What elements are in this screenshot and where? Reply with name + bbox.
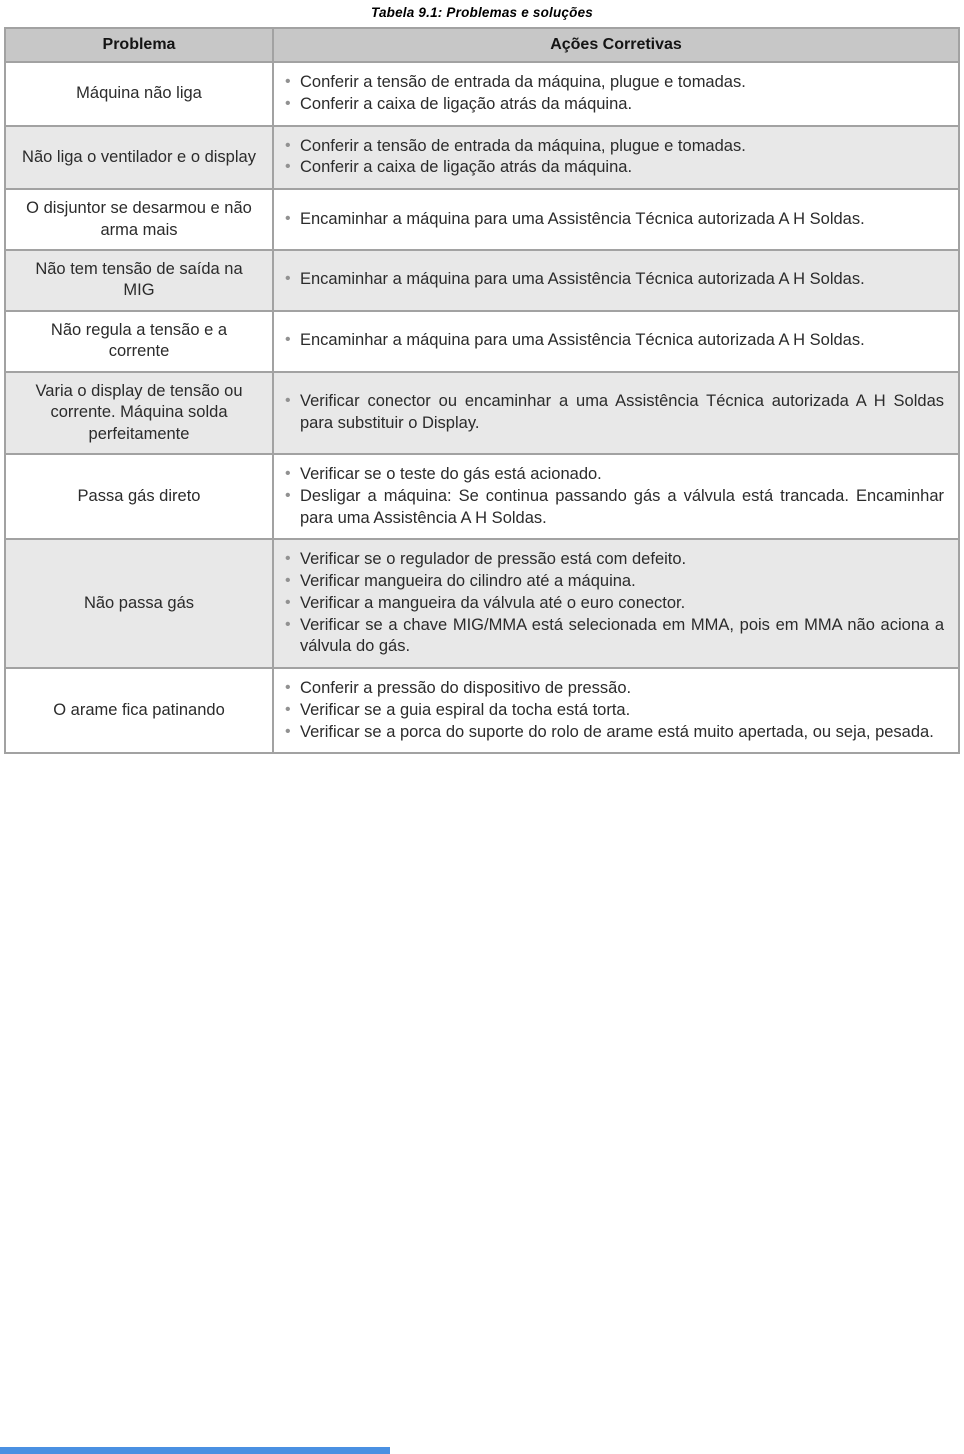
actions-cell [273, 372, 959, 454]
problem-cell: O arame fica patinando [5, 668, 273, 753]
action-item: • Conferir a tensão de entrada da máquina, plugue e tomadas. [282, 136, 944, 158]
action-item: • Verificar se a porca do suporte do rolo de arame está muito apertada, ou seja, pesada. [282, 722, 944, 744]
problem-cell: Não liga o ventilador e o display [5, 126, 273, 190]
problem-cell: Varia o display de tensão ou corrente. Máquina solda perfeitamente [5, 372, 273, 454]
table-caption: Tabela 9.1: Problemas e soluções [371, 5, 593, 20]
table-row [5, 189, 959, 250]
action-item: • Verificar se a guia espiral da tocha está torta. [282, 700, 944, 722]
action-item: • Conferir a pressão do dispositivo de pressão. [282, 678, 944, 700]
actions-cell [273, 539, 959, 668]
problems-solutions-table [4, 27, 960, 754]
action-item: • Conferir a caixa de ligação atrás da máquina. [282, 94, 944, 116]
action-item: • Conferir a tensão de entrada da máquina, plugue e tomadas. [282, 72, 944, 94]
action-item: • Verificar mangueira do cilindro até a máquina. [282, 571, 944, 593]
problem-cell: Não passa gás [5, 539, 273, 668]
column-header-acoes-corretivas: Ações Corretivas [273, 28, 959, 62]
actions-list [282, 549, 944, 658]
action-item: • Verificar se o regulador de pressão está com defeito. [282, 549, 944, 571]
action-item: • Desligar a máquina: Se continua passando gás a válvula está trancada. Encaminhar para uma Assistência A H Soldas. [282, 486, 944, 530]
header-row [5, 28, 959, 62]
problem-cell: Não tem tensão de saída na MIG [5, 250, 273, 311]
table-row [5, 539, 959, 668]
action-item: • Verificar a mangueira da válvula até o euro conector. [282, 593, 944, 615]
actions-list [282, 209, 944, 231]
table-row [5, 126, 959, 190]
table-row [5, 311, 959, 372]
problem-cell: Passa gás direto [5, 454, 273, 539]
table-row [5, 250, 959, 311]
action-item: • Conferir a caixa de ligação atrás da máquina. [282, 157, 944, 179]
action-item: • Encaminhar a máquina para uma Assistência Técnica autorizada A H Soldas. [282, 209, 944, 231]
action-item: • Verificar se o teste do gás está acionado. [282, 464, 944, 486]
problem-cell: Máquina não liga [5, 62, 273, 126]
actions-list [282, 391, 944, 435]
actions-cell [273, 311, 959, 372]
actions-cell [273, 250, 959, 311]
bottom-blue-bar [0, 1447, 390, 1454]
action-item: • Verificar se a chave MIG/MMA está selecionada em MMA, pois em MMA não aciona a válvula do gás. [282, 615, 944, 659]
actions-list [282, 72, 944, 116]
action-item: • Verificar conector ou encaminhar a uma Assistência Técnica autorizada A H Soldas para substituir o Display. [282, 391, 944, 435]
actions-cell [273, 454, 959, 539]
actions-cell [273, 126, 959, 190]
column-header-problema: Problema [5, 28, 273, 62]
table-body [5, 62, 959, 753]
actions-cell [273, 189, 959, 250]
actions-list [282, 330, 944, 352]
table-row [5, 454, 959, 539]
action-item: • Encaminhar a máquina para uma Assistência Técnica autorizada A H Soldas. [282, 269, 944, 291]
table-row [5, 668, 959, 753]
actions-list [282, 678, 944, 743]
actions-list [282, 136, 944, 180]
problem-cell: O disjuntor se desarmou e não arma mais [5, 189, 273, 250]
table-row [5, 62, 959, 126]
actions-cell [273, 62, 959, 126]
table-header [5, 28, 959, 62]
action-item: • Encaminhar a máquina para uma Assistência Técnica autorizada A H Soldas. [282, 330, 944, 352]
actions-cell [273, 668, 959, 753]
problem-cell: Não regula a tensão e a corrente [5, 311, 273, 372]
table-row [5, 372, 959, 454]
actions-list [282, 269, 944, 291]
actions-list [282, 464, 944, 529]
